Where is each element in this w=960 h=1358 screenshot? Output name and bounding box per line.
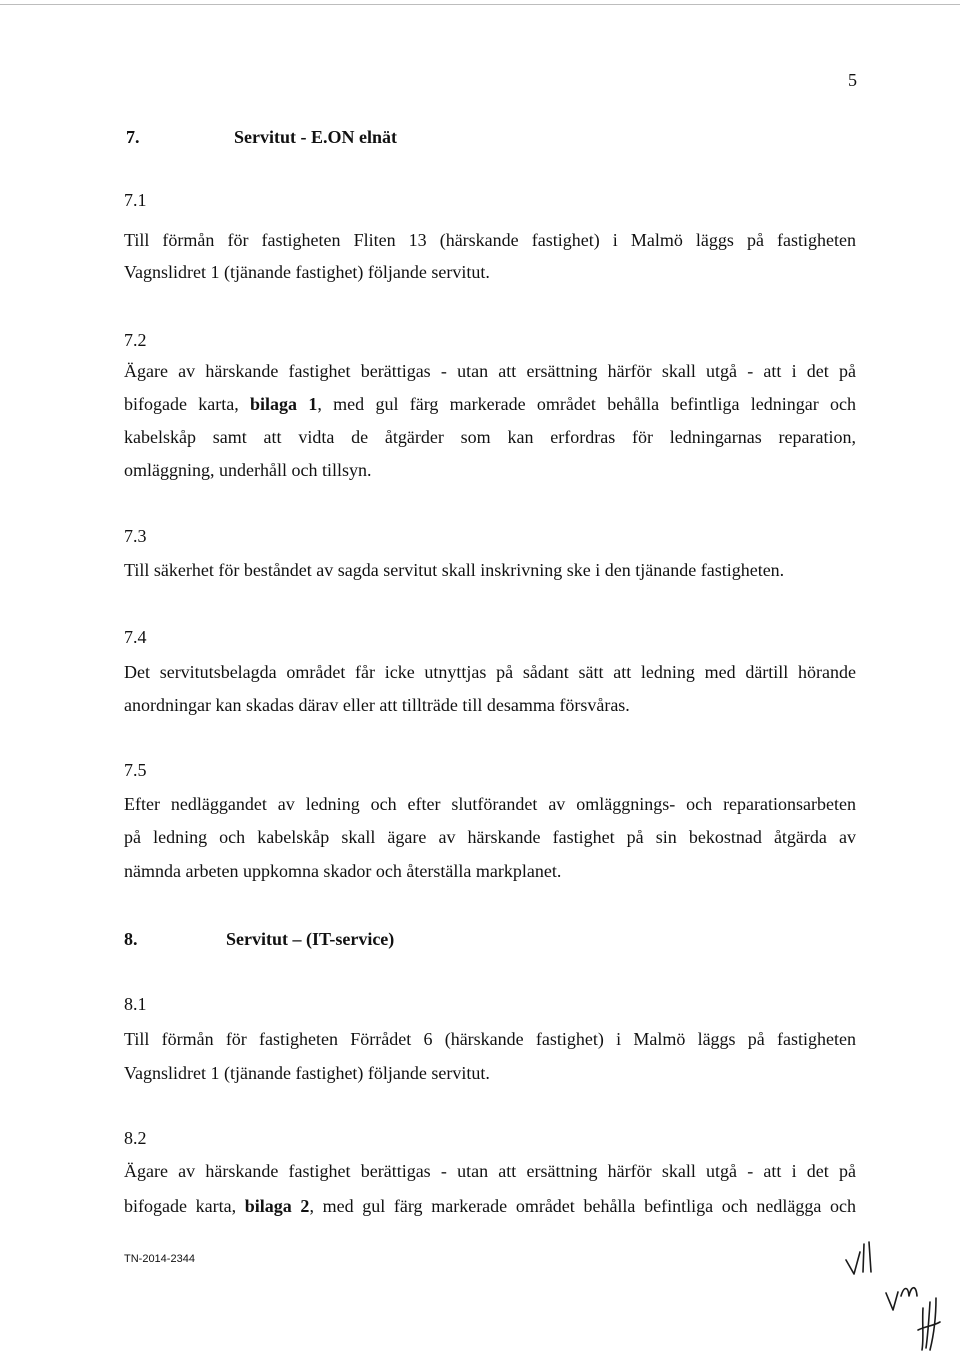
- bilaga-reference: bilaga 2: [244, 1196, 310, 1216]
- paragraph-line: Till förmån för fastigheten Förrådet 6 (härskande fastighet) i Malmö läggs på fastigheten: [124, 1029, 856, 1049]
- paragraph-line: Ägare av härskande fastighet berättigas - utan att ersättning härför skall utgå - att i det på: [124, 1161, 856, 1181]
- paragraph-line: omläggning, underhåll och tillsyn.: [124, 460, 372, 480]
- initials-stroke-vm: [886, 1288, 917, 1310]
- subsection-number: 7.5: [124, 760, 147, 780]
- paragraph-line: Till förmån för fastigheten Fliten 13 (härskande fastighet) i Malmö läggs på fastigheten: [124, 230, 856, 250]
- paragraph-line: Efter nedläggandet av ledning och efter slutförandet av omläggnings- och reparationsarbeten: [124, 794, 856, 814]
- section-title: Servitut - E.ON elnät: [234, 127, 397, 147]
- handwritten-initials-signature: [838, 1238, 948, 1354]
- paragraph-line: Ägare av härskande fastighet berättigas - utan att ersättning härför skall utgå - att i det på: [124, 361, 856, 381]
- text-run: , med gul färg markerade området behålla befintliga ledningar och: [317, 394, 856, 414]
- paragraph-line-with-bold: [124, 1196, 856, 1216]
- subsection-number: 7.1: [124, 190, 147, 210]
- page-edge-line: [0, 4, 960, 5]
- section-title: Servitut – (IT-service): [226, 929, 395, 949]
- paragraph-line: på ledning och kabelskåp skall ägare av härskande fastighet på sin bekostnad åtgärda av: [124, 827, 856, 847]
- paragraph-line: Vagnslidret 1 (tjänande fastighet) följande servitut.: [124, 1063, 490, 1083]
- subsection-number: 7.4: [124, 627, 147, 647]
- paragraph-line: anordningar kan skadas därav eller att tillträde till desamma försvåras.: [124, 695, 630, 715]
- text-run: bifogade karta,: [124, 394, 251, 414]
- initials-stroke-hi: [918, 1298, 940, 1350]
- text-run: , med gul färg markerade området behålla befintliga och nedlägga och: [309, 1196, 856, 1216]
- paragraph-line-with-bold: [124, 394, 856, 414]
- text-run: bifogade karta,: [124, 1196, 245, 1216]
- subsection-number: 7.3: [124, 526, 147, 546]
- bilaga-reference: bilaga 1: [250, 394, 318, 414]
- paragraph-line: nämnda arbeten uppkomna skador och återställa markplanet.: [124, 861, 562, 881]
- page-number: 5: [848, 70, 857, 90]
- initials-stroke-vi: [846, 1242, 871, 1274]
- section-number: 8.: [124, 929, 138, 949]
- subsection-number: 7.2: [124, 330, 147, 350]
- subsection-number: 8.1: [124, 994, 147, 1014]
- document-code: TN-2014-2344: [124, 1253, 195, 1265]
- paragraph-line: kabelskåp samt att vidta de åtgärder som kan erfordras för ledningarnas reparation,: [124, 427, 856, 447]
- section-number: 7.: [126, 127, 140, 147]
- subsection-number: 8.2: [124, 1128, 147, 1148]
- paragraph-line: Vagnslidret 1 (tjänande fastighet) följande servitut.: [124, 262, 490, 282]
- paragraph-line: Det servitutsbelagda området får icke utnyttjas på sådant sätt att ledning med därtill hörande: [124, 662, 856, 682]
- paragraph-line: Till säkerhet för beståndet av sagda servitut skall inskrivning ske i den tjänande fastigheten.: [124, 560, 785, 580]
